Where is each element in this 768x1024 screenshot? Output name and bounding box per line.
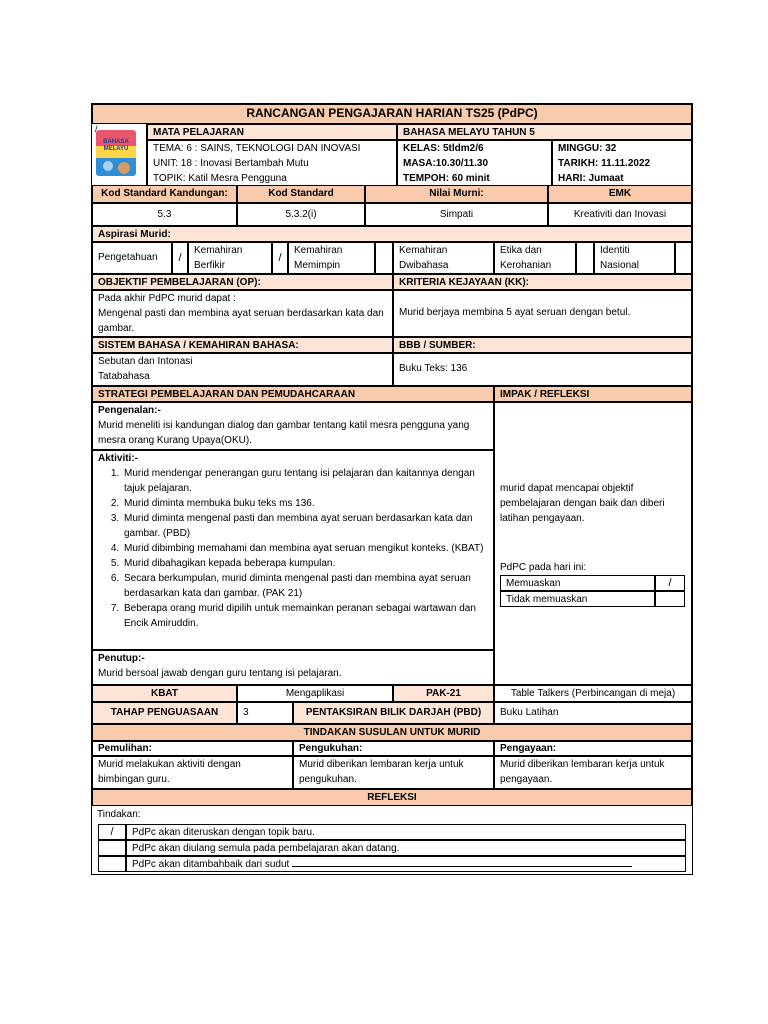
objektif-content xyxy=(92,290,393,337)
kelas-text: KELAS: 5tldm2/6 xyxy=(403,143,484,154)
refleksi-label: REFLEKSI xyxy=(92,789,692,806)
objektif-label: OBJEKTIF PEMBELAJARAN (OP): xyxy=(92,274,393,290)
refleksi-option: PdPc akan diulang semula pada pembelajaran akan datang. xyxy=(126,840,686,856)
corner-tick-icon: / xyxy=(95,124,98,134)
sistem-bahasa-label: SISTEM BAHASA / KEMAHIRAN BAHASA: xyxy=(92,337,393,353)
impak-label: IMPAK / REFLEKSI xyxy=(494,386,692,402)
aktiviti-item: 1. Murid mendengar penerangan guru tentang isi pelajaran dan kaitannya dengan tajuk pelajaran. xyxy=(122,466,488,496)
pdpc-hari-ini-label: PdPC pada hari ini: xyxy=(500,562,587,573)
aktiviti-item: 7. Beberapa orang murid dipilih untuk memainkan peranan sebagai wartawan dan Encik Amiruddin. xyxy=(122,601,488,631)
lesson-plan-sheet xyxy=(91,103,693,875)
aspirasi-tick-box[interactable]: / xyxy=(272,242,288,274)
tempoh-text: TEMPOH: 60 minit xyxy=(403,173,490,184)
aspirasi-tick-box[interactable]: / xyxy=(172,242,188,274)
topik-text: TOPIK: Katil Mesra Pengguna xyxy=(153,173,287,184)
sistem-line-1: Sebutan dan Intonasi xyxy=(98,356,193,367)
aspirasi-item-label: Identiti Nasional xyxy=(594,242,675,274)
pak21-label: PAK-21 xyxy=(393,685,494,702)
emk-label: EMK xyxy=(548,185,692,203)
aktiviti-item: 4. Murid dibimbing memahami dan membina ayat seruan mengikut konteks. (KBAT) xyxy=(122,541,488,556)
aspirasi-item-label: Kemahiran Dwibahasa xyxy=(393,242,494,274)
aspirasi-item-label: Kemahiran Memimpin xyxy=(288,242,375,274)
book-cover-cell xyxy=(92,124,147,191)
aspirasi-item-label: Kemahiran Berfikir xyxy=(188,242,272,274)
tahap-penguasaan-label: TAHAP PENGUASAAN xyxy=(92,702,237,724)
tidak-memuaskan-option: Tidak memuaskan xyxy=(500,591,655,607)
aktiviti-item: 6. Secara berkumpulan, murid diminta mengenal pasti dan membina ayat seruan berdasarkan kata dan gambar. (PAK 21) xyxy=(122,571,488,601)
aktiviti-list xyxy=(98,466,488,631)
aktiviti-item: 2. Murid diminta membuka buku teks ms 136. xyxy=(122,496,488,511)
kriteria-text: Murid berjaya membina 5 ayat seruan dengan betul. xyxy=(393,290,692,337)
sistem-line-2: Tatabahasa xyxy=(98,371,150,382)
emk-value: Kreativiti dan Inovasi xyxy=(548,203,692,226)
nilai-murni-value: Simpati xyxy=(365,203,548,226)
refleksi-option: PdPc akan diteruskan dengan topik baru. xyxy=(126,824,686,840)
refleksi-option: PdPc akan ditambahbaik dari sudut xyxy=(132,859,290,870)
aspirasi-tick-box[interactable] xyxy=(675,242,692,274)
refleksi-tick-box[interactable]: / xyxy=(98,824,126,840)
pengukuhan-text: Murid diberikan lembaran kerja untuk pengukuhan. xyxy=(293,756,494,789)
refleksi-tick-box[interactable] xyxy=(98,856,126,872)
kod-kandungan-label: Kod Standard Kandungan: xyxy=(92,185,237,203)
tarikh-text: TARIKH: 11.11.2022 xyxy=(558,158,651,169)
aktiviti-cell xyxy=(92,450,494,650)
tahap-penguasaan-value: 3 xyxy=(237,702,293,724)
pengukuhan-label: Pengukuhan: xyxy=(293,741,494,756)
kod-pembelajaran-label: Kod Standard xyxy=(237,185,365,203)
pengayaan-text: Murid diberikan lembaran kerja untuk pengayaan. xyxy=(494,756,692,789)
impak-text: murid dapat mencapai objektif pembelajaran dengan baik dan diberi latihan pengayaan. xyxy=(500,483,665,524)
minggu-text: MINGGU: 32 xyxy=(558,143,617,154)
pbd-label: PENTAKSIRAN BILIK DARJAH (PBD) xyxy=(293,702,494,724)
refleksi-option-last xyxy=(126,856,686,872)
kbat-label: KBAT xyxy=(92,685,237,702)
aspirasi-item-label: Pengetahuan xyxy=(92,242,172,274)
mata-pelajaran-label: MATA PELAJARAN xyxy=(147,124,397,140)
mata-pelajaran-value: BAHASA MELAYU TAHUN 5 xyxy=(397,124,692,140)
memuaskan-tick-box[interactable]: / xyxy=(655,575,685,591)
kriteria-label: KRITERIA KEJAYAAN (KK): xyxy=(393,274,692,290)
penutup-label: Penutup:- xyxy=(98,653,145,664)
pak21-value: Table Talkers (Perbincangan di meja) xyxy=(494,685,692,702)
aspirasi-label: Aspirasi Murid: xyxy=(92,226,692,242)
tema-text: TEMA: 6 : SAINS, TEKNOLOGI DAN INOVASI xyxy=(153,143,361,154)
aktiviti-item: 5. Murid dibahagikan kepada beberapa kumpulan. xyxy=(122,556,488,571)
pengayaan-label: Pengayaan: xyxy=(494,741,692,756)
bbm-sumber-label: BBB / SUMBER: xyxy=(393,337,692,353)
hari-text: HARI: Jumaat xyxy=(558,173,624,184)
pemulihan-text: Murid melakukan aktiviti dengan bimbingan guru. xyxy=(92,756,293,789)
book-cover-image xyxy=(96,130,136,176)
impak-content xyxy=(494,402,692,685)
masa-text: MASA:10.30/11.30 xyxy=(403,158,489,169)
bbm-sumber-text: Buku Teks: 136 xyxy=(393,353,692,386)
tindakan-label: Tindakan: xyxy=(97,809,141,820)
sistem-bahasa-content xyxy=(92,353,393,386)
book-cover-graphic xyxy=(96,130,136,176)
aktiviti-item: 3. Murid diminta mengenal pasti dan membina ayat seruan berdasarkan kata dan gambar. (PBD) xyxy=(122,511,488,541)
minggu-tarikh-cell xyxy=(552,140,692,191)
pengenalan-cell xyxy=(92,402,494,450)
kbat-value: Mengaplikasi xyxy=(237,685,393,702)
aktiviti-label: Aktiviti:- xyxy=(98,453,138,464)
pengenalan-text: Murid meneliti isi kandungan dialog dan gambar tentang katil mesra pengguna yang mesra orang Kurang Upaya(OKU). xyxy=(98,420,470,446)
pemulihan-label: Pemulihan: xyxy=(92,741,293,756)
aspirasi-tick-box[interactable] xyxy=(576,242,594,274)
aspirasi-item-label: Etika dan Kerohanian xyxy=(494,242,576,274)
book-bottom-band xyxy=(96,158,136,176)
pbd-value: Buku Latihan xyxy=(494,702,692,724)
unit-text: UNIT: 18 : Inovasi Bertambah Mutu xyxy=(153,158,309,169)
strategi-label: STRATEGI PEMBELAJARAN DAN PEMUDAHCARAAN xyxy=(92,386,494,402)
objektif-intro: Pada akhir PdPC murid dapat : xyxy=(98,293,236,304)
refleksi-tick-box[interactable] xyxy=(98,840,126,856)
kelas-masa-cell xyxy=(397,140,552,191)
tema-unit-topik-cell xyxy=(147,140,397,191)
pengenalan-label: Pengenalan:- xyxy=(98,405,161,416)
page-title: RANCANGAN PENGAJARAN HARIAN TS25 (PdPC) xyxy=(92,104,692,124)
book-logo-text: BAHASA MELAYU xyxy=(103,139,129,152)
objektif-text: Mengenal pasti dan membina ayat seruan berdasarkan kata dan gambar. xyxy=(98,308,384,334)
nilai-murni-label: Nilai Murni: xyxy=(365,185,548,203)
tidak-memuaskan-tick-box[interactable] xyxy=(655,591,685,607)
fill-in-line xyxy=(292,857,632,867)
penutup-text: Murid bersoal jawab dengan guru tentang isi pelajaran. xyxy=(98,668,342,679)
penutup-cell xyxy=(92,650,494,685)
kod-kandungan-value: 5.3 xyxy=(92,203,237,226)
kod-pembelajaran-value: 5.3.2(i) xyxy=(237,203,365,226)
memuaskan-option: Memuaskan xyxy=(500,575,655,591)
aspirasi-tick-box[interactable] xyxy=(375,242,393,274)
tindakan-susulan-label: TINDAKAN SUSULAN UNTUK MURID xyxy=(92,724,692,741)
